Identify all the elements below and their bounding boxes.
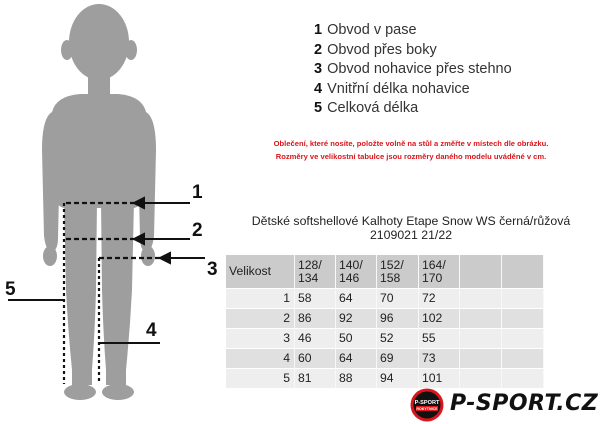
product-code: 2109021 21/22: [369, 228, 453, 242]
legend-item: [314, 21, 512, 41]
table-cell: 88: [336, 369, 377, 389]
header-velikost: Velikost: [226, 255, 295, 289]
legend-text: Obvod v pase: [327, 22, 417, 38]
measuring-instructions: [226, 138, 596, 163]
table-row: [226, 329, 544, 349]
table-cell: [502, 329, 544, 349]
table-cell: 70: [377, 289, 419, 309]
marker-3: 3: [207, 259, 218, 280]
table-cell: [502, 369, 544, 389]
table-cell: [460, 349, 502, 369]
legend-item: [314, 80, 512, 100]
legend-text: Vnitřní délka nohavice: [327, 80, 470, 97]
table-cell: [502, 289, 544, 309]
header-size: [502, 255, 544, 289]
header-size: 152/ 158: [377, 255, 419, 289]
table-cell: 46: [295, 329, 336, 349]
marker-1: 1: [192, 182, 203, 203]
table-cell: 58: [295, 289, 336, 309]
legend-number: 4: [314, 80, 323, 97]
legend-number: 1: [314, 22, 323, 38]
table-cell: 55: [419, 329, 460, 349]
measurement-legend: [314, 21, 512, 119]
table-cell: 64: [336, 349, 377, 369]
legend-number: 3: [314, 61, 323, 78]
product-name: Dětské softshellové Kalhoty Etape Snow WS černá/růžová: [251, 214, 571, 228]
table-header-row: [226, 255, 544, 289]
header-size: 164/ 170: [419, 255, 460, 289]
table-cell: [460, 329, 502, 349]
table-row: [226, 309, 544, 329]
table-row: [226, 289, 544, 309]
table-cell: 94: [377, 369, 419, 389]
table-cell: 101: [419, 369, 460, 389]
instruction-line: Rozměry ve velikostní tabulce jsou rozměry daného modelu uváděné v cm.: [275, 151, 547, 161]
table-cell: 86: [295, 309, 336, 329]
table-cell: 60: [295, 349, 336, 369]
legend-text: Obvod přes boky: [327, 41, 437, 58]
row-label: 3: [226, 329, 295, 349]
row-label: 1: [226, 289, 295, 309]
row-label: 2: [226, 309, 295, 329]
child-measurement-figure: [0, 0, 240, 424]
table-cell: [460, 369, 502, 389]
table-cell: 92: [336, 309, 377, 329]
table-cell: 96: [377, 309, 419, 329]
marker-4: 4: [146, 320, 157, 341]
table-cell: 64: [336, 289, 377, 309]
table-cell: 69: [377, 349, 419, 369]
badge-text-bottom: ROKYTNICE: [416, 407, 438, 412]
legend-text: Celková délka: [327, 100, 419, 117]
legend-text: Obvod nohavice přes stehno: [327, 61, 512, 78]
header-size: 140/ 146: [336, 255, 377, 289]
table-cell: [502, 349, 544, 369]
size-table: [226, 255, 544, 389]
p-sport-wordmark: P-SPORT.CZ: [450, 391, 599, 416]
p-sport-logo[interactable]: [410, 388, 599, 424]
row-label: 4: [226, 349, 295, 369]
legend-item: [314, 41, 512, 61]
header-size: 128/ 134: [295, 255, 336, 289]
table-cell: 81: [295, 369, 336, 389]
instruction-line: Oblečení, které nosíte, položte volně na stůl a změřte v místech dle obrázku.: [273, 139, 549, 148]
badge-text-top: P-SPORT: [414, 400, 440, 406]
legend-number: 5: [314, 100, 323, 117]
legend-number: 2: [314, 41, 323, 58]
p-sport-badge-icon: [410, 388, 444, 422]
table-cell: 52: [377, 329, 419, 349]
table-cell: 102: [419, 309, 460, 329]
header-size: [460, 255, 502, 289]
table-cell: [460, 309, 502, 329]
product-title: [226, 214, 596, 242]
legend-item: [314, 99, 512, 119]
table-cell: [460, 289, 502, 309]
row-label: 5: [226, 369, 295, 389]
table-cell: 50: [336, 329, 377, 349]
table-row: [226, 349, 544, 369]
table-cell: [502, 309, 544, 329]
marker-2: 2: [192, 220, 203, 241]
table-row: [226, 369, 544, 389]
marker-5: 5: [5, 279, 16, 300]
table-cell: 73: [419, 349, 460, 369]
legend-item: [314, 60, 512, 80]
table-cell: 72: [419, 289, 460, 309]
